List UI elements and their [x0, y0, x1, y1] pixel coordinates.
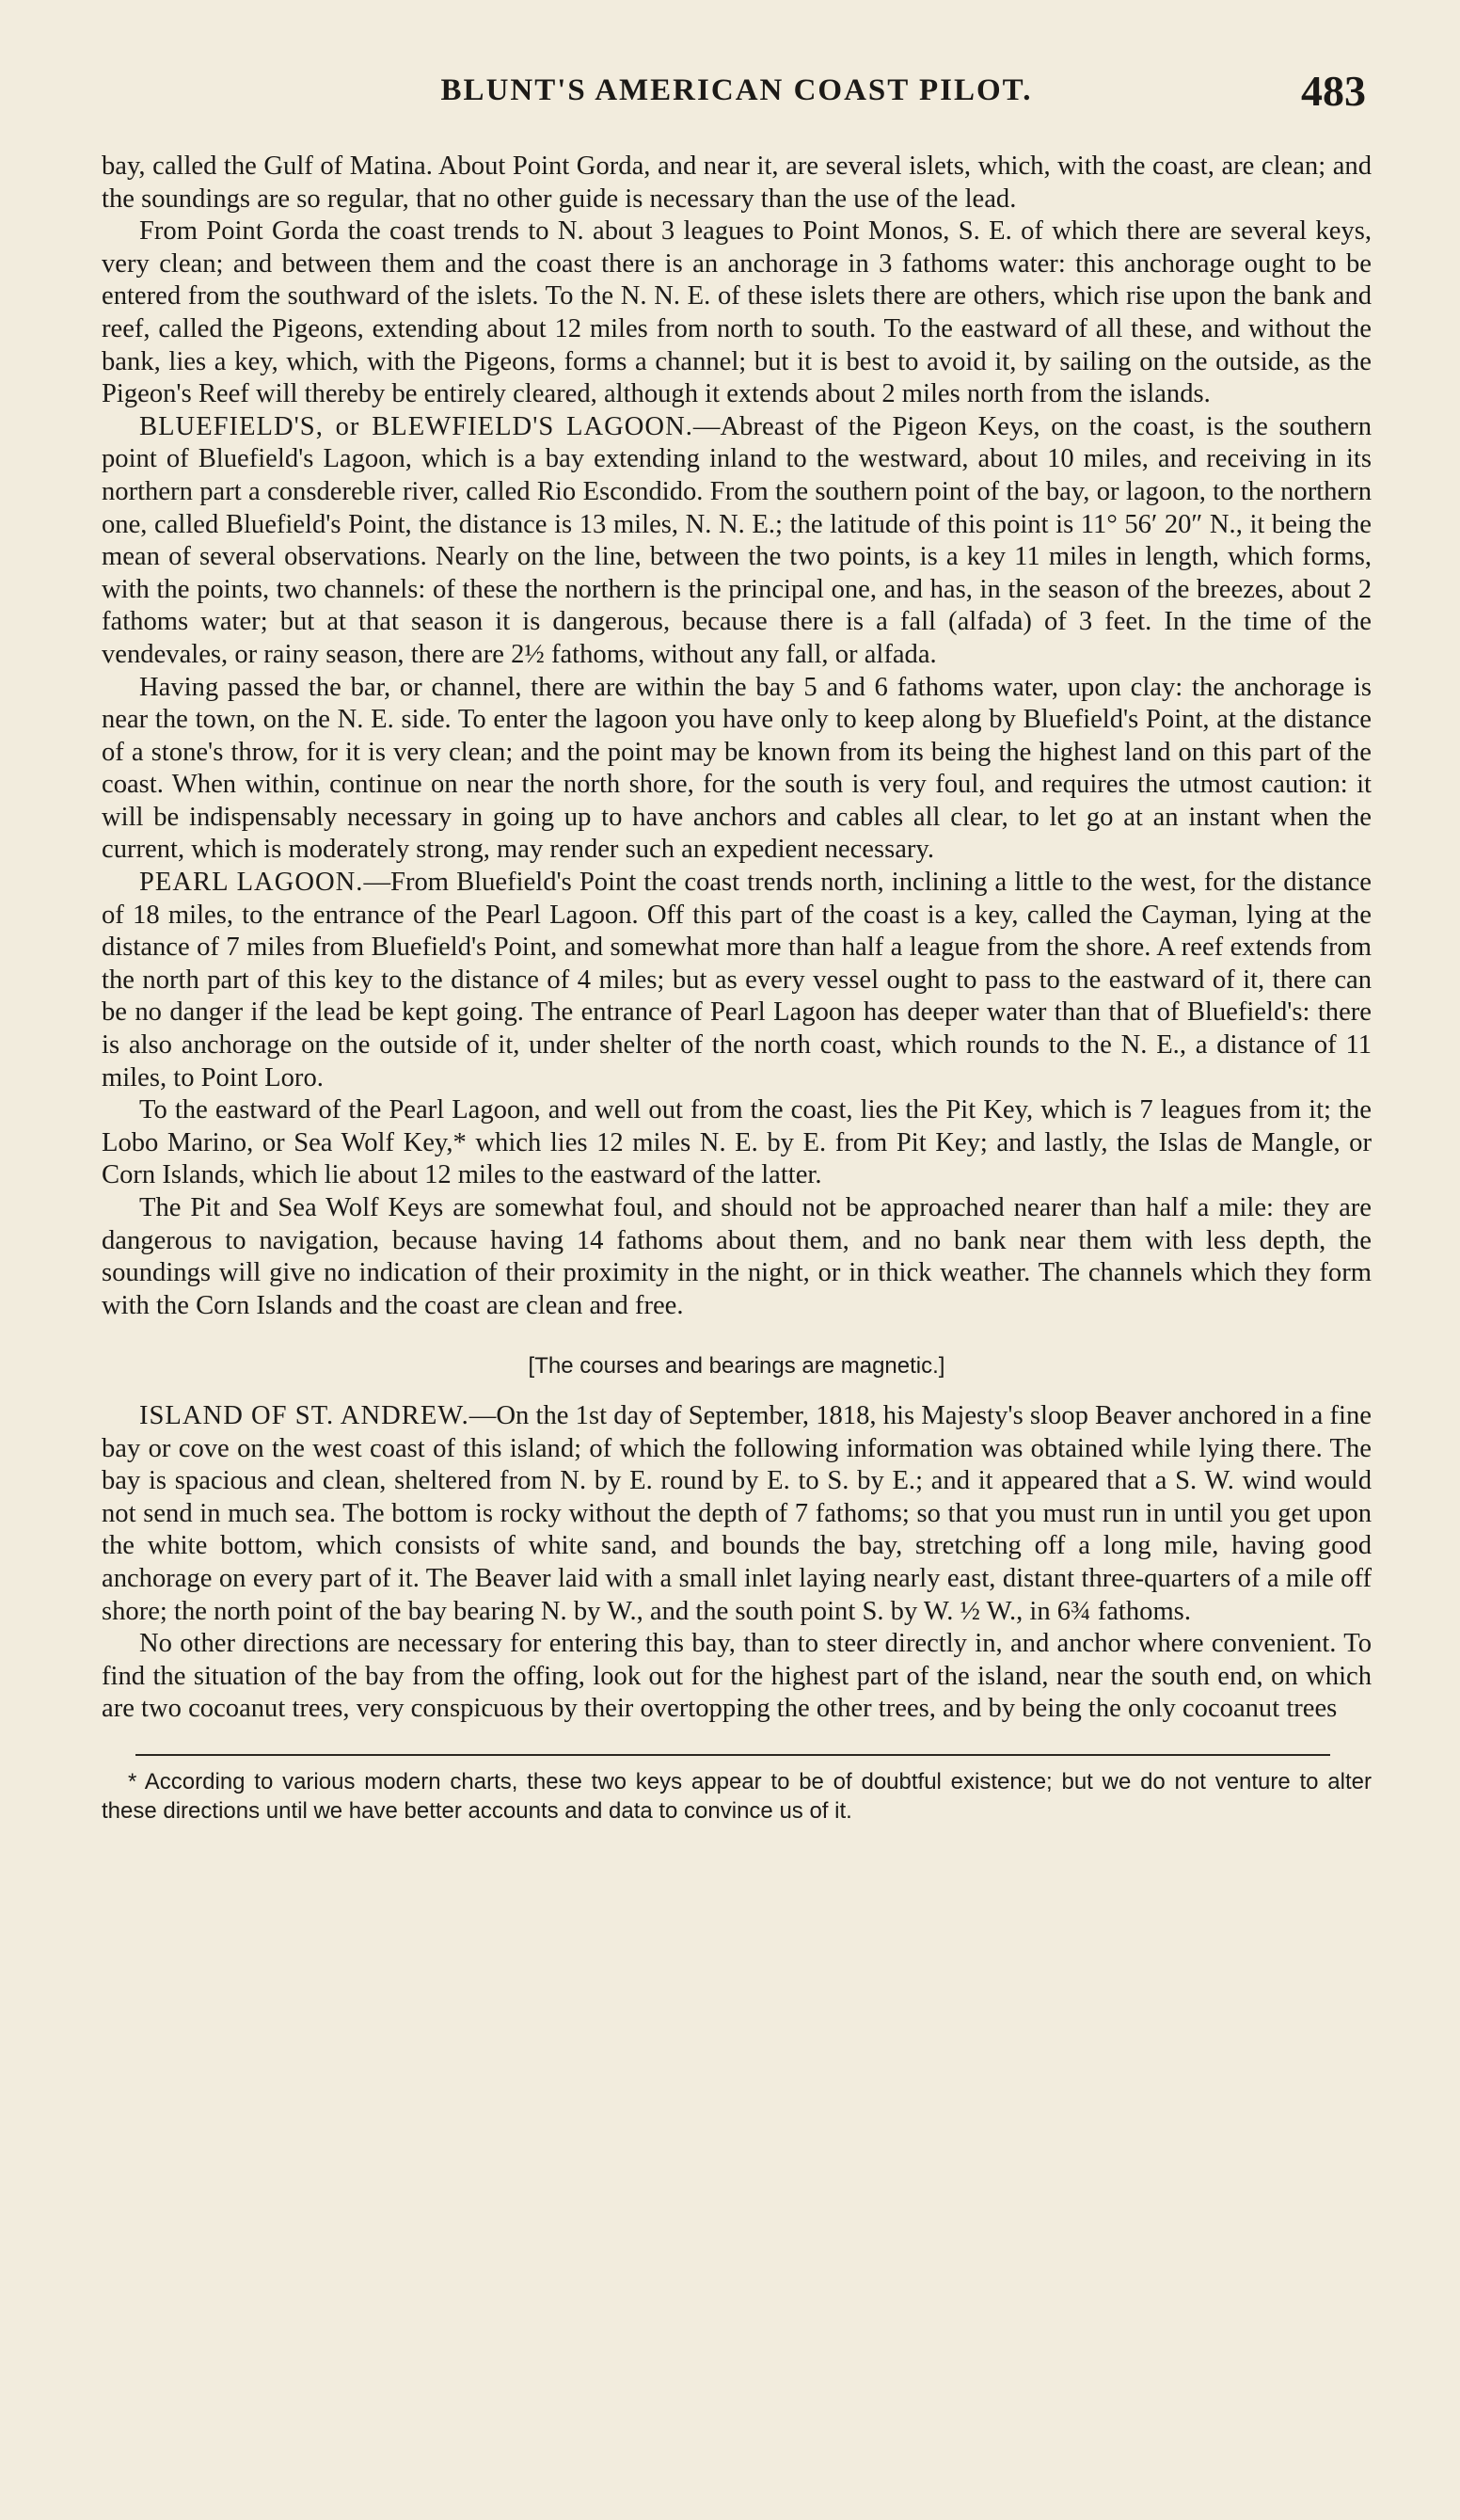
- page: [102, 66, 1372, 1826]
- page-header: [102, 66, 1372, 124]
- paragraph-pearl-lagoon: [102, 867, 1372, 1094]
- text-body: [102, 151, 1372, 1726]
- page-number: 483: [1301, 67, 1366, 115]
- section-heading-pearl-lagoon: PEARL LAGOON.: [139, 868, 364, 898]
- running-title: BLUNT'S AMERICAN COAST PILOT.: [440, 73, 1033, 107]
- paragraph-bluefields-lagoon: [102, 411, 1372, 672]
- paragraph-text: —On the 1st day of September, 1818, his Majesty's sloop Beaver anchored in a fine bay or cove on the west coast of this island; of which the following information was obtained while lying there. The bay is spacious and clean, sheltered from N. by E. round by E. to S. by E.; and it appeared that a S. W. wind would not send in much sea. The bottom is rocky without the depth of 7 fathoms; so that you must run in until you get upon the white bottom, which consists of white sand, and bounds the bay, stretching off a long mile, having good anchorage on every part of it. The Beaver laid with a small inlet laying nearly east, distant three-quarters of a mile off shore; the north point of the bay bearing N. by W., and the south point S. by W. ½ W., in 6¾ fathoms.: [102, 1400, 1372, 1626]
- footnote: * According to various modern charts, these two keys appear to be of doubtful existence; but we do not venture to alter these directions until we have better accounts and data to convince us of it.: [102, 1768, 1372, 1824]
- paragraph-entering-the-bay: No other directions are necessary for entering this bay, than to steer directly in, and anchor where convenient. To find the situation of the bay from the offing, look out for the highest part of the island, near the south end, on which are two cocoanut trees, very conspicuous by their overtopping the other trees, and by being the only cocoanut trees: [102, 1629, 1372, 1724]
- paragraph-island-of-st-andrew: [102, 1400, 1372, 1628]
- paragraph-pit-key: To the eastward of the Pearl Lagoon, and well out from the coast, lies the Pit Key, which is 7 leagues from it; the Lobo Marino, or Sea Wolf Key,* which lies 12 miles N. E. by E. from Pit Key; and lastly, the Islas de Mangle, or Corn Islands, which lie about 12 miles to the eastward of the latter.: [102, 1095, 1372, 1190]
- paragraph-sea-wolf-keys: The Pit and Sea Wolf Keys are somewhat foul, and should not be approached nearer than half a mile: they are dangerous to navigation, because having 14 fathoms about them, and no bank near them with less depth, the soundings will give no indication of their proximity in the night, or in thick weather. The channels which they form with the Corn Islands and the coast are clean and free.: [102, 1193, 1372, 1320]
- paragraph-text: —From Bluefield's Point the coast trends north, inclining a little to the west, for the distance of 18 miles, to the entrance of the Pearl Lagoon. Off this part of the coast is a key, called the Cayman, lying at the distance of 7 miles from Bluefield's Point, and somewhat more than half a league from the shore. A reef extends from the north part of this key to the distance of 4 miles; but as every vessel ought to pass to the eastward of it, there can be no danger if the lead be kept going. The entrance of Pearl Lagoon has deeper water than that of Bluefield's: there is also anchorage on the outside of it, under shelter of the north coast, which rounds to the N. E., a distance of 11 miles, to Point Loro.: [102, 868, 1372, 1093]
- section-heading-bluefields: BLUEFIELD'S, or BLEWFIELD'S LAGOON.: [139, 411, 693, 441]
- bearings-note: [The courses and bearings are magnetic.]: [528, 1353, 945, 1380]
- paragraph-point-gorda: From Point Gorda the coast trends to N. about 3 leagues to Point Monos, S. E. of which there are several keys, very clean; and between them and the coast there is an anchorage in 3 fathoms water: this anchorage ought to be entered from the southward of the islets. To the N. N. E. of these islets there are others, which rise upon the bank and reef, called the Pigeons, extending about 12 miles from north to south. To the eastward of all these, and without the bank, lies a key, which, with the Pigeons, forms a channel; but it is best to avoid it, by sailing on the outside, as the Pigeon's Reef will thereby be entirely cleared, although it extends about 2 miles north from the islands.: [102, 216, 1372, 409]
- paragraph-passing-the-bar: Having passed the bar, or channel, there are within the bay 5 and 6 fathoms water, upon clay: the anchorage is near the town, on the N. E. side. To enter the lagoon you have only to keep along by Bluefield's Point, at the distance of a stone's throw, for it is very clean; and the point may be known from its being the highest land on this part of the coast. When within, continue on near the north shore, for the south is very foul, and requires the utmost caution: it will be indispensably necessary in going up to have anchors and cables all clear, to let go at an instant when the current, which is moderately strong, may render such an expedient necessary.: [102, 672, 1372, 865]
- footnote-divider: [135, 1754, 1330, 1756]
- paragraph-gulf-of-matina: bay, called the Gulf of Matina. About Point Gorda, and near it, are several islets, which, with the coast, are clean; and the soundings are so regular, that no other guide is necessary than the use of the lead.: [102, 152, 1372, 214]
- paragraph-text: —Abreast of the Pigeon Keys, on the coast, is the southern point of Bluefield's Lagoon, which is a bay extending inland to the westward, about 10 miles, and receiving in its northern part a consdereble river, called Rio Escondido. From the southern point of the bay, or lagoon, to the northern one, called Bluefield's Point, the distance is 13 miles, N. N. E.; the latitude of this point is 11° 56′ 20″ N., it being the mean of several observations. Nearly on the line, between the two points, is a key 11 miles in length, which forms, with the points, two channels: of these the northern is the principal one, and has, in the season of the breezes, about 2 fathoms water; but at that season it is dangerous, because there is a fall (alfada) of 3 feet. In the time of the vendevales, or rainy season, there are 2½ fathoms, without any fall, or alfada.: [102, 411, 1373, 669]
- section-heading-st-andrew: ISLAND OF ST. ANDREW.: [139, 1400, 469, 1430]
